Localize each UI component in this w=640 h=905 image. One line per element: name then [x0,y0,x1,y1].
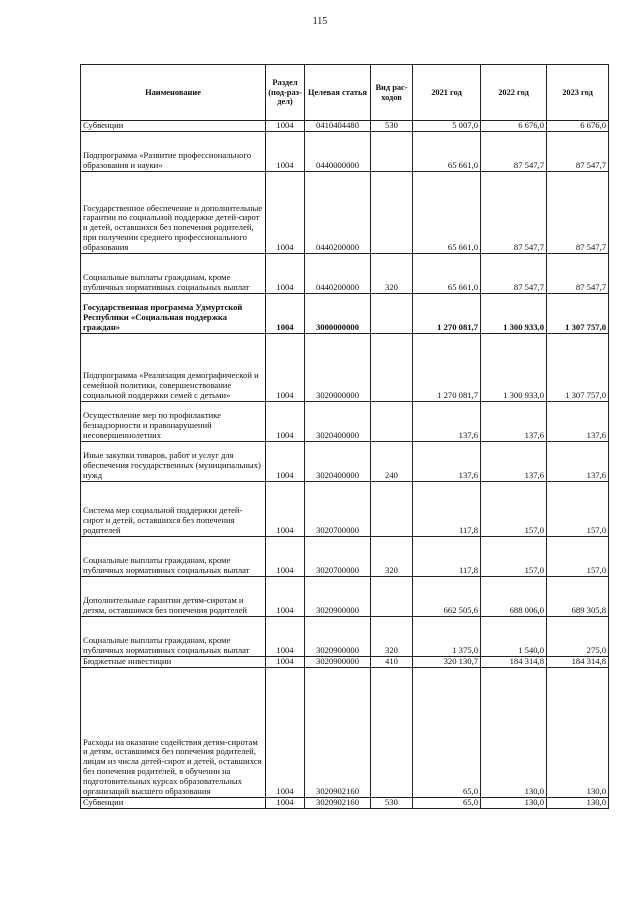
cell-expense-type [371,401,413,441]
cell-2021: 117,8 [413,536,481,576]
cell-section: 1004 [266,441,305,481]
cell-name: Государственная программа Удмуртской Республики «Социальная поддержка граждан» [81,293,266,333]
cell-2021: 1 270 081,7 [413,333,481,401]
cell-2022: 157,0 [481,481,547,536]
cell-2021: 137,6 [413,441,481,481]
cell-section: 1004 [266,576,305,616]
cell-target: 0440000000 [305,131,371,171]
cell-2022: 184 314,8 [481,656,547,667]
cell-name: Подпрограмма «Реализация демографической и семейной политики, совершенствование социальной поддержки семей с детьми» [81,333,266,401]
cell-name: Субвенции [81,121,266,132]
cell-expense-type: 320 [371,616,413,656]
cell-2022: 87 547,7 [481,253,547,293]
table-row [81,333,609,401]
cell-2021: 5 007,0 [413,121,481,132]
column-header-target: Целевая статья [305,65,371,121]
cell-name: Расходы на оказание содействия детям-сиротам и детям, оставшимся без попечения родителей, лицам из числа детей-сирот и детей, оставшихся без попечения родителей, в обучении на подготовительных курсах образовательных организаций высшего образования [81,667,266,797]
column-header-expense-type: Вид рас-ходов [371,65,413,121]
cell-section: 1004 [266,616,305,656]
table-header-row [81,65,609,121]
budget-table [80,64,609,809]
cell-2022: 1 300 933,0 [481,333,547,401]
table-row [81,667,609,797]
cell-2023: 157,0 [547,481,609,536]
cell-expense-type [371,481,413,536]
column-header-section: Раздел (под-раз-дел) [266,65,305,121]
cell-section: 1004 [266,253,305,293]
cell-target: 3020400000 [305,401,371,441]
cell-2022: 1 300 933,0 [481,293,547,333]
cell-2022: 130,0 [481,797,547,808]
cell-2021: 320 130,7 [413,656,481,667]
cell-2021: 65 661,0 [413,253,481,293]
cell-name: Государственное обеспечение и дополнительные гарантии по социальной поддержке детей-сирот и детей, оставшихся без попечения родителей, при получении среднего профессионального образования [81,171,266,253]
cell-section: 1004 [266,797,305,808]
cell-target: 3020902160 [305,667,371,797]
cell-target: 3020900000 [305,576,371,616]
cell-2021: 137,6 [413,401,481,441]
cell-2022: 137,6 [481,401,547,441]
cell-2023: 130,0 [547,797,609,808]
cell-2022: 87 547,7 [481,131,547,171]
cell-name: Осуществление мер по профилактике безнадзорности и правонарушений несовершеннолетних [81,401,266,441]
cell-section: 1004 [266,293,305,333]
cell-expense-type [371,293,413,333]
cell-target: 3020900000 [305,616,371,656]
cell-section: 1004 [266,667,305,797]
cell-2023: 87 547,7 [547,171,609,253]
cell-2021: 1 270 081,7 [413,293,481,333]
cell-2021: 65,0 [413,797,481,808]
cell-name: Социальные выплаты гражданам, кроме публичных нормативных социальных выплат [81,616,266,656]
cell-target: 3000000000 [305,293,371,333]
cell-expense-type [371,171,413,253]
cell-expense-type: 530 [371,797,413,808]
table-row [81,121,609,132]
table-body [81,121,609,809]
cell-section: 1004 [266,131,305,171]
cell-2023: 184 314,8 [547,656,609,667]
cell-2023: 275,0 [547,616,609,656]
table-row [81,131,609,171]
cell-2023: 130,0 [547,667,609,797]
cell-2023: 157,0 [547,536,609,576]
cell-name: Бюджетные инвестиции [81,656,266,667]
cell-2023: 1 307 757,0 [547,293,609,333]
cell-target: 3020400000 [305,441,371,481]
table-row [81,576,609,616]
cell-expense-type [371,667,413,797]
table-row [81,401,609,441]
cell-section: 1004 [266,656,305,667]
cell-section: 1004 [266,333,305,401]
cell-2021: 65,0 [413,667,481,797]
cell-name: Социальные выплаты гражданам, кроме публичных нормативных социальных выплат [81,253,266,293]
cell-expense-type [371,131,413,171]
cell-name: Подпрограмма «Развитие профессионального образования и науки» [81,131,266,171]
cell-2021: 65 661,0 [413,131,481,171]
table-row [81,797,609,808]
table-row [81,536,609,576]
cell-target: 0440200000 [305,253,371,293]
column-header-name: Наименование [81,65,266,121]
cell-name: Социальные выплаты гражданам, кроме публичных нормативных социальных выплат [81,536,266,576]
cell-2022: 130,0 [481,667,547,797]
table-row [81,616,609,656]
cell-name: Система мер социальной поддержки детей-сирот и детей, оставшихся без попечения родителей [81,481,266,536]
cell-target: 3020700000 [305,481,371,536]
cell-section: 1004 [266,536,305,576]
cell-section: 1004 [266,481,305,536]
cell-expense-type: 410 [371,656,413,667]
column-header-2023: 2023 год [547,65,609,121]
cell-section: 1004 [266,121,305,132]
cell-2021: 117,8 [413,481,481,536]
cell-2023: 87 547,7 [547,131,609,171]
column-header-2021: 2021 год [413,65,481,121]
cell-name: Иные закупки товаров, работ и услуг для обеспечения государственных (муниципальных) нужд [81,441,266,481]
cell-section: 1004 [266,401,305,441]
table-row [81,171,609,253]
cell-target: 0410404480 [305,121,371,132]
cell-2022: 688 006,0 [481,576,547,616]
table-row [81,441,609,481]
cell-2021: 1 375,0 [413,616,481,656]
table-row [81,656,609,667]
column-header-2022: 2022 год [481,65,547,121]
cell-section: 1004 [266,171,305,253]
cell-2023: 6 676,0 [547,121,609,132]
cell-2022: 6 676,0 [481,121,547,132]
cell-2022: 1 540,0 [481,616,547,656]
cell-target: 3020900000 [305,656,371,667]
cell-target: 3020000000 [305,333,371,401]
table-row [81,481,609,536]
table-row [81,293,609,333]
cell-2023: 689 305,8 [547,576,609,616]
cell-target: 3020700000 [305,536,371,576]
cell-2023: 137,6 [547,401,609,441]
cell-expense-type: 530 [371,121,413,132]
cell-target: 3020902160 [305,797,371,808]
cell-2023: 1 307 757,0 [547,333,609,401]
cell-expense-type: 320 [371,253,413,293]
cell-2023: 87 547,7 [547,253,609,293]
cell-expense-type: 240 [371,441,413,481]
cell-target: 0440200000 [305,171,371,253]
cell-name: Субвенции [81,797,266,808]
table-row [81,253,609,293]
cell-2023: 137,6 [547,441,609,481]
cell-2021: 65 661,0 [413,171,481,253]
cell-name: Дополнительные гарантии детям-сиротам и детям, оставшимся без попечения родителей [81,576,266,616]
cell-2022: 87 547,7 [481,171,547,253]
cell-expense-type [371,576,413,616]
cell-2022: 157,0 [481,536,547,576]
page-number: 115 [312,16,328,27]
cell-expense-type [371,333,413,401]
cell-expense-type: 320 [371,536,413,576]
cell-2022: 137,6 [481,441,547,481]
cell-2021: 662 505,6 [413,576,481,616]
